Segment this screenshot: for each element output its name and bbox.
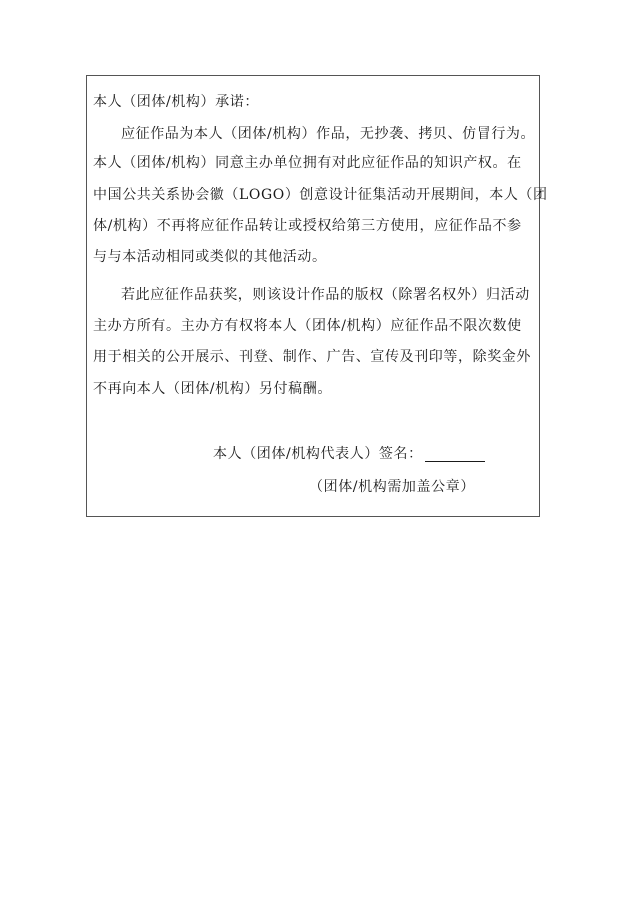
paragraph-1-line-4: 体/机构）不再将应征作品转让或授权给第三方使用，应征作品不参 xyxy=(93,218,522,234)
paragraph-2-line-2: 主办方所有。主办方有权将本人（团体/机构）应征作品不限次数使 xyxy=(93,318,522,334)
paragraph-2-line-4: 不再向本人（团体/机构）另付稿酬。 xyxy=(93,381,332,397)
signature-line[interactable] xyxy=(425,447,485,462)
paragraph-1-line-5: 与与本活动相同或类似的其他活动。 xyxy=(93,249,327,265)
declaration-heading: 本人（团体/机构）承诺： xyxy=(93,94,259,110)
paragraph-2-line-1: 若此应征作品获奖，则该设计作品的版权（除署名权外）归活动 xyxy=(121,287,530,303)
signature-label: 本人（团体/机构代表人）签名： xyxy=(213,446,423,462)
stamp-note: （团体/机构需加盖公章） xyxy=(309,479,475,495)
paragraph-2-line-3: 用于相关的公开展示、刊登、制作、广告、宣传及刊印等，除奖金外 xyxy=(93,349,531,365)
declaration-box xyxy=(86,75,548,517)
paragraph-1-line-1: 应征作品为本人（团体/机构）作品，无抄袭、拷贝、仿冒行为。 xyxy=(121,126,536,142)
signature-row xyxy=(213,446,485,462)
paragraph-1-line-3: 中国公共关系协会徽（LOGO）创意设计征集活动开展期间，本人（团 xyxy=(93,187,548,203)
paragraph-1-line-2: 本人（团体/机构）同意主办单位拥有对此应征作品的知识产权。在 xyxy=(93,155,522,171)
